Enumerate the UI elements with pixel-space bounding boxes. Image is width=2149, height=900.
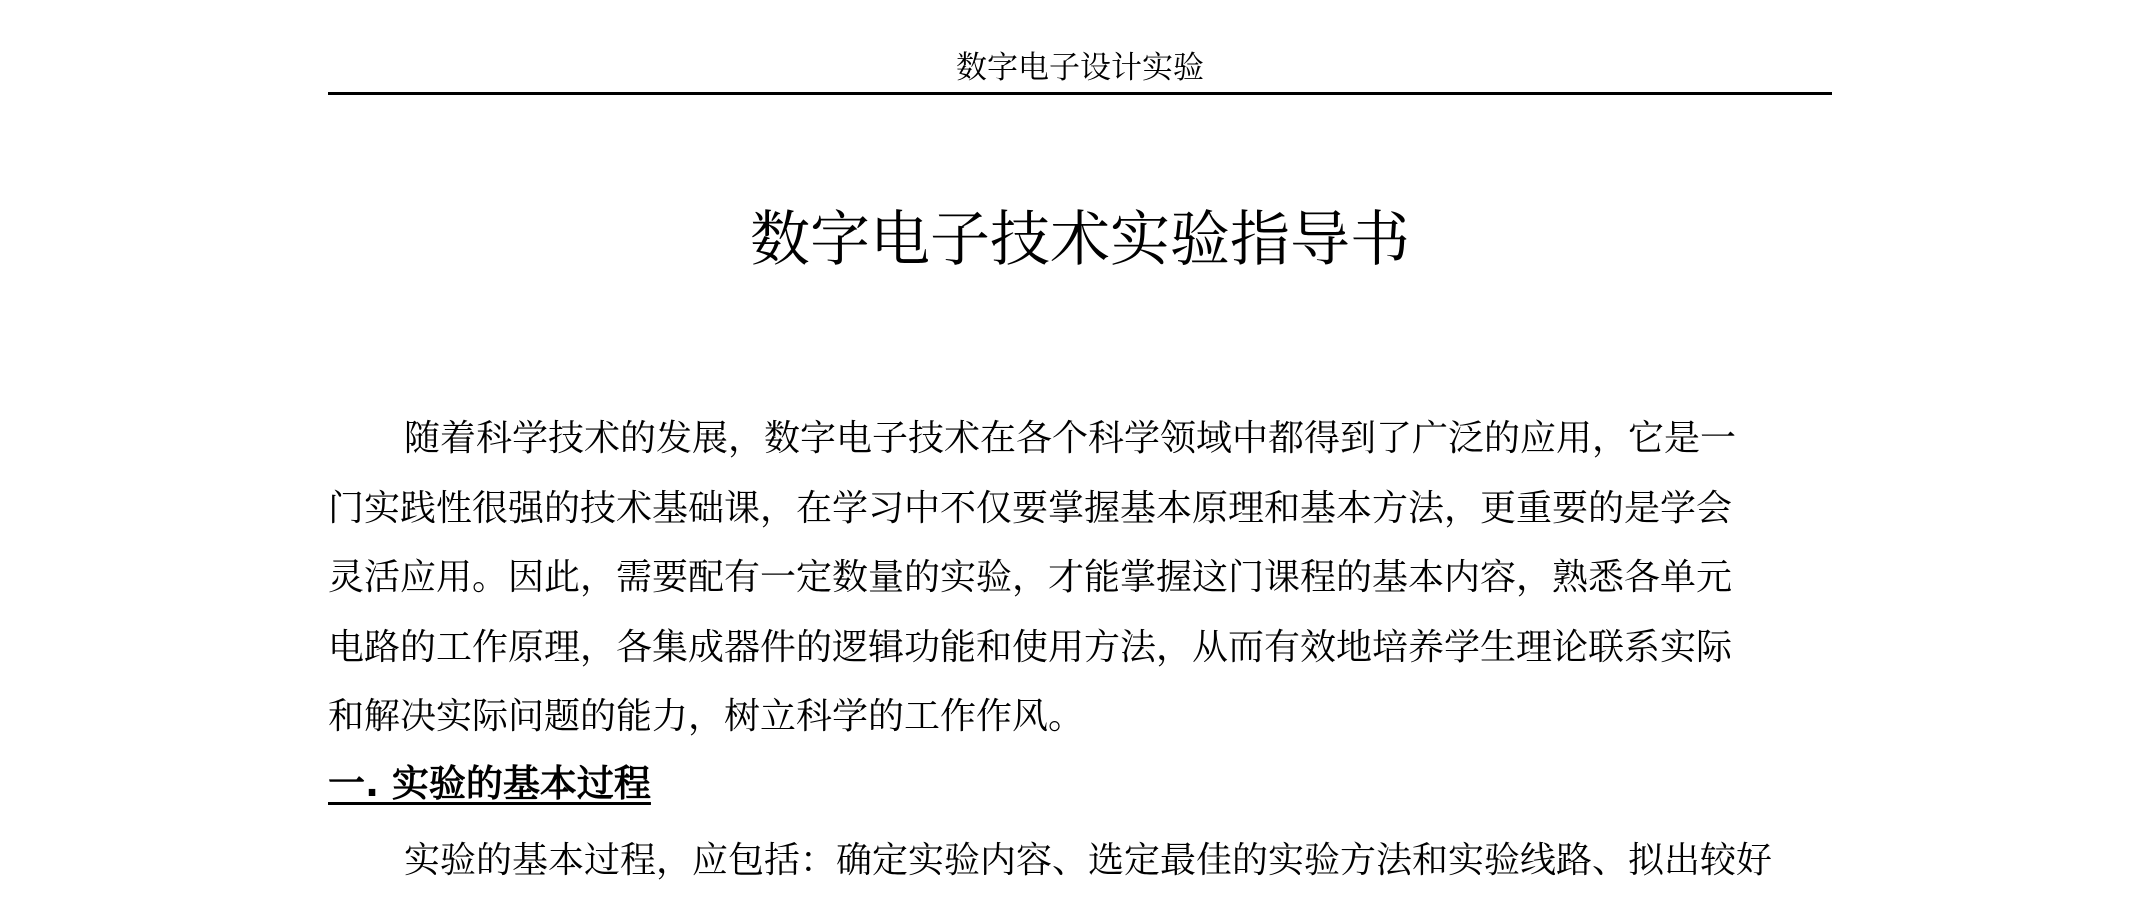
section-paragraph: 实验的基本过程，应包括：确定实验内容、选定最佳的实验方法和实验线路、拟出较好 bbox=[404, 840, 1773, 881]
paragraph-line: 门实践性很强的技术基础课，在学习中不仅要掌握基本原理和基本方法，更重要的是学会 bbox=[328, 487, 1733, 529]
intro-paragraph bbox=[328, 404, 1832, 752]
paragraph-line: 灵活应用。因此，需要配有一定数量的实验，才能掌握这门课程的基本内容，熟悉各单元 bbox=[328, 557, 1733, 598]
paragraph-line: 和解决实际问题的能力，树立科学的工作作风。 bbox=[328, 696, 1085, 737]
running-header: 数字电子设计实验 bbox=[956, 50, 1204, 86]
document-title: 数字电子技术实验指导书 bbox=[750, 205, 1410, 275]
header-rule bbox=[328, 92, 1832, 95]
paragraph-line: 随着科学技术的发展，数字电子技术在各个科学领域中都得到了广泛的应用，它是一 bbox=[404, 418, 1737, 459]
section-heading: 一. 实验的基本过程 bbox=[328, 762, 651, 805]
paragraph-line: 电路的工作原理，各集成器件的逻辑功能和使用方法，从而有效地培养学生理论联系实际 bbox=[328, 626, 1733, 668]
